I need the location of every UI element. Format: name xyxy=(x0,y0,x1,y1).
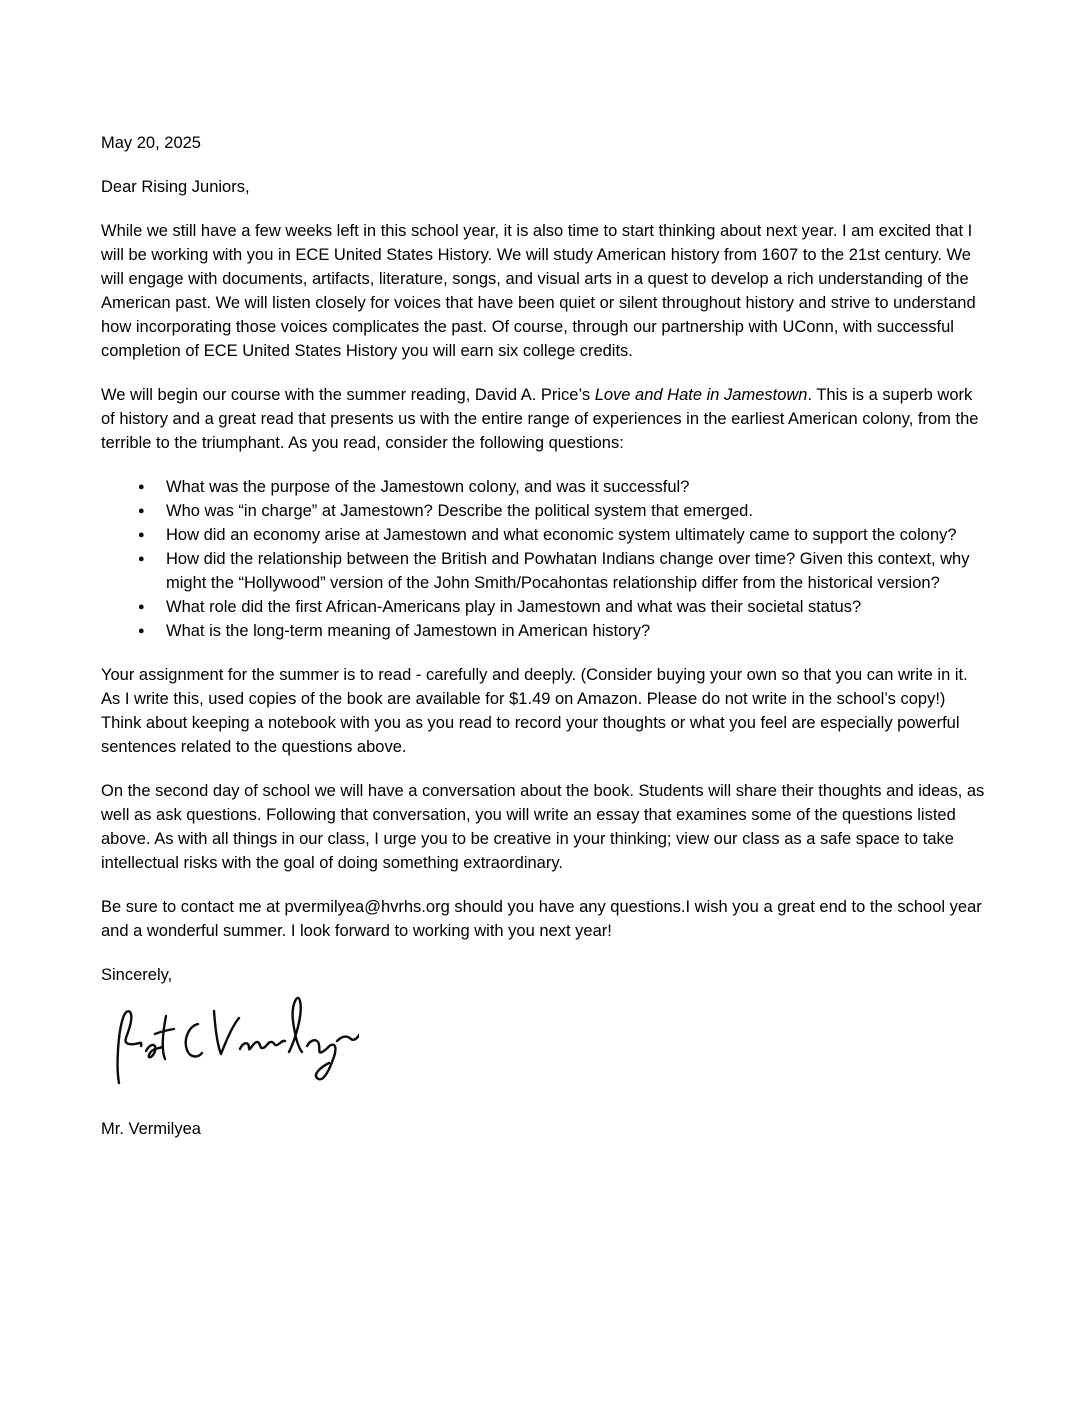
paragraph-contact-before: Be sure to contact me at xyxy=(101,898,285,916)
paragraph-reading-before: We will begin our course with the summer reading, David A. Price’s xyxy=(101,386,595,404)
signature-image xyxy=(109,989,359,1109)
list-item-text: How did the relationship between the British and Powhatan Indians change over time? Given this context, why might the “Hollywood” version of the John Smith/Pocahontas relationship differ from the historical version? xyxy=(166,550,970,592)
date-line: May 20, 2025 xyxy=(101,134,201,152)
reading-questions-list xyxy=(101,475,987,643)
bullet-icon: ● xyxy=(138,625,145,637)
signer-name: Mr. Vermilyea xyxy=(101,1120,201,1138)
list-item xyxy=(101,523,987,547)
salutation: Dear Rising Juniors, xyxy=(101,178,250,196)
paragraph-assignment: Your assignment for the summer is to read - carefully and deeply. (Consider buying your own so that you can write in it. As I write this, used copies of the book are available for $1.49 on Amazon. Please do not write in the school’s copy!) Think about keeping a notebook with you as you read to record your thoughts or what you feel are especially powerful sentences related to the questions above. xyxy=(101,666,968,756)
list-item-text: Who was “in charge” at Jamestown? Describe the political system that emerged. xyxy=(166,502,753,520)
paragraph-intro: While we still have a few weeks left in this school year, it is also time to start thinking about next year. I am excited that I will be working with you in ECE United States History. We will study American history from 1607 to the 21st century. We will engage with documents, artifacts, literature, songs, and visual arts in a quest to develop a rich understanding of the American past. We will listen closely for voices that have been quiet or silent throughout history and strive to understand how incorporating those voices complicates the past. Of course, through our partnership with UConn, with successful completion of ECE United States History you will earn six college credits. xyxy=(101,222,976,360)
list-item xyxy=(101,475,987,499)
paragraph-discussion: On the second day of school we will have a conversation about the book. Students will share their thoughts and ideas, as well as ask questions. Following that conversation, you will write an essay that examines some of the questions listed above. As with all things in our class, I urge you to be creative in your thinking; view our class as a safe space to take intellectual risks with the goal of doing something extraordinary. xyxy=(101,782,985,872)
signature-block xyxy=(101,989,987,1113)
list-item-text: What role did the first African-Americans play in Jamestown and what was their societal status? xyxy=(166,598,862,616)
email-address: pvermilyea@hvrhs.org xyxy=(284,898,450,916)
list-item-text: What is the long-term meaning of Jamestown in American history? xyxy=(166,622,651,640)
bullet-icon: ● xyxy=(138,601,145,613)
closing: Sincerely, xyxy=(101,966,173,984)
bullet-icon: ● xyxy=(138,505,145,517)
paragraph-reading xyxy=(101,383,987,455)
letter-content xyxy=(101,131,987,1141)
list-item xyxy=(101,499,987,523)
bullet-icon: ● xyxy=(138,553,145,565)
book-title: Love and Hate in Jamestown xyxy=(594,386,808,404)
list-item xyxy=(101,595,987,619)
paragraph-contact xyxy=(101,895,987,943)
list-item-text: How did an economy arise at Jamestown and what economic system ultimately came to support the colony? xyxy=(166,526,957,544)
list-item-text: What was the purpose of the Jamestown colony, and was it successful? xyxy=(166,478,690,496)
list-item xyxy=(101,619,987,643)
bullet-icon: ● xyxy=(138,481,145,493)
paragraph-contact-after: should you have any questions.I wish you a great end to the school year and a wonderful summer. I look forward to working with you next year! xyxy=(101,898,982,940)
paragraph-reading-after: . This is a superb work of history and a great read that presents us with the entire range of experiences in the earliest American colony, from the terrible to the triumphant. As you read, consider the following questions: xyxy=(101,386,979,452)
list-item xyxy=(101,547,987,595)
bullet-icon: ● xyxy=(138,529,145,541)
